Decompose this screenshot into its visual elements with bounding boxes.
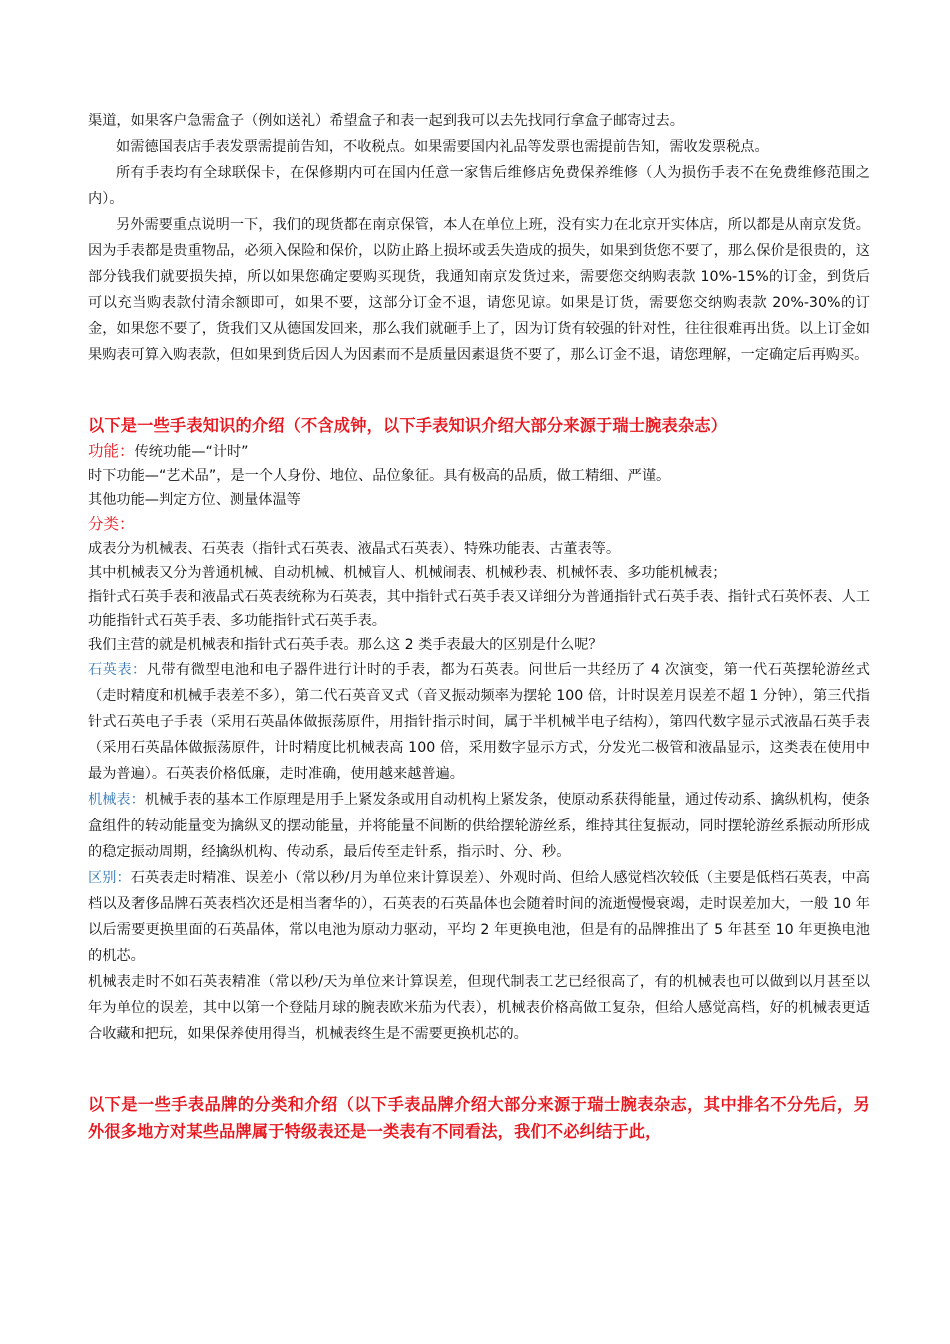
category-line-1: 成表分为机械表、石英表（指针式石英表、液晶式石英表）、特殊功能表、古董表等。	[88, 541, 621, 557]
category-label: 分类：	[88, 515, 135, 533]
mechanical-paragraph	[88, 787, 870, 865]
section-heading-watch-knowledge: 以下是一些手表知识的介绍（不含成钟，以下手表知识介绍大部分来源于瑞士腕表杂志）	[88, 416, 728, 435]
quartz-paragraph	[88, 657, 870, 787]
category-line-4: 我们主营的就是机械表和指针式石英手表。那么这 2 类手表最大的区别是什么呢？	[88, 637, 603, 653]
difference-label: 区别：	[88, 870, 131, 886]
spacer	[88, 368, 870, 412]
quartz-label: 石英表：	[88, 662, 147, 678]
document-page	[88, 108, 870, 1145]
category-line-2: 其中机械表又分为普通机械、自动机械、机械盲人、机械闹表、机械秒表、机械怀表、多功能机械表；	[88, 565, 727, 581]
function-line	[88, 439, 870, 464]
difference-text: 石英表走时精准、误差小（常以秒/月为单位来计算误差）、外观时尚、但给人感觉档次较低（主要是低档石英表，中高档以及奢侈品牌石英表档次还是相当奢华的），石英表的石英晶体也会随着时间的流逝慢慢衰竭，走时误差加大，一般 10 年以后需要更换里面的石英晶体，常以电池为原动力驱动，平均 2 年更换电池，但是有的品牌推出了 5 年甚至 10 年更换电池的机芯。	[88, 870, 870, 964]
function-text: 传统功能—“计时”	[134, 444, 249, 460]
category-line-3: 指针式石英手表和液晶式石英表统称为石英表，其中指针式石英手表又详细分为普通指针式石英手表、指针式石英怀表、人工功能指针式石英手表、多功能指针式石英手表。	[88, 589, 870, 629]
mechanical-difference-paragraph: 机械表走时不如石英表精准（常以秒/天为单位来计算误差，但现代制表工艺已经很高了，有的机械表也可以做到以月甚至以年为单位的误差，其中以第一个登陆月球的腕表欧米茄为代表），机械表价格高做工复杂，但给人感觉高档，好的机械表更适合收藏和把玩，如果保养使用得当，机械表终生是不需要更换机芯的。	[88, 974, 870, 1042]
mechanical-text: 机械手表的基本工作原理是用手上紧发条或用自动机构上紧发条，使原动系获得能量，通过传动系、擒纵机构，使条盒组件的转动能量变为擒纵叉的摆动能量，并将能量不间断的供给摆轮游丝系，维持其往复振动，同时摆轮游丝系振动所形成的稳定振动周期，经擒纵机构、传动系，最后传至走针系，指示时、分、秒。	[88, 792, 870, 860]
paragraph-invoice: 如需德国表店手表发票需提前告知，不收税点。如果需要国内礼品等发票也需提前告知，需收发票税点。	[116, 139, 769, 155]
category-label-line	[88, 512, 870, 537]
mechanical-label: 机械表：	[88, 792, 145, 808]
difference-paragraph	[88, 865, 870, 969]
function-label: 功能：	[88, 442, 135, 460]
paragraph-warranty: 所有手表均有全球联保卡，在保修期内可在国内任意一家售后维修店免费保养维修（人为损伤手表不在免费维修范围之内）。	[88, 165, 870, 207]
quartz-text: 凡带有微型电池和电子器件进行计时的手表，都为石英表。问世后一共经历了 4 次演变，第一代石英摆轮游丝式（走时精度和机械手表差不多），第二代石英音叉式（音叉振动频率为摆轮 100 倍，计时误差月误差不超 1 分钟），第三代指针式石英电子手表（采用石英晶体做振荡原件，用指针指示时间，属于半机械半电子结构），第四代数字显示式液晶石英手表（采用石英晶体做振荡原件，计时精度比机械表高 100 倍，采用数字显示方式，分发光二极管和液晶显示，这类表在使用中最为普遍）。石英表价格低廉，走时准确，使用越来越普遍。	[88, 662, 870, 782]
paragraph-box-delivery: 渠道，如果客户急需盒子（例如送礼）希望盒子和表一起到我可以去先找同行拿盒子邮寄过去。	[88, 113, 684, 129]
modern-function-line: 时下功能—“艺术品”，是一个人身份、地位、品位象征。具有极高的品质，做工精细、严谨。	[88, 468, 671, 484]
spacer	[88, 1047, 870, 1091]
other-function-line: 其他功能—判定方位、测量体温等	[88, 492, 301, 508]
paragraph-deposit-policy: 另外需要重点说明一下，我们的现货都在南京保管，本人在单位上班，没有实力在北京开实体店，所以都是从南京发货。因为手表都是贵重物品，必须入保险和保价，以防止路上损坏或丢失造成的损失，如果到货您不要了，那么保价是很贵的，这部分钱我们就要损失掉，所以如果您确定要购买现货，我通知南京发货过来，需要您交纳购表款 10%-15%的订金，到货后可以充当购表款付清余额即可，如果不要，这部分订金不退，请您见谅。如果是订货，需要您交纳购表款 20%-30%的订金，如果您不要了，货我们又从德国发回来，那么我们就砸手上了，因为订货有较强的针对性，往往很难再出货。以上订金如果购表可算入购表款，但如果到货后因人为因素而不是质量因素退货不要了，那么订金不退，请您理解，一定确定后再购买。	[88, 217, 870, 363]
section-heading-brands: 以下是一些手表品牌的分类和介绍（以下手表品牌介绍大部分来源于瑞士腕表杂志，其中排名不分先后，另外很多地方对某些品牌属于特级表还是一类表有不同看法，我们不必纠结于此，	[88, 1095, 870, 1141]
